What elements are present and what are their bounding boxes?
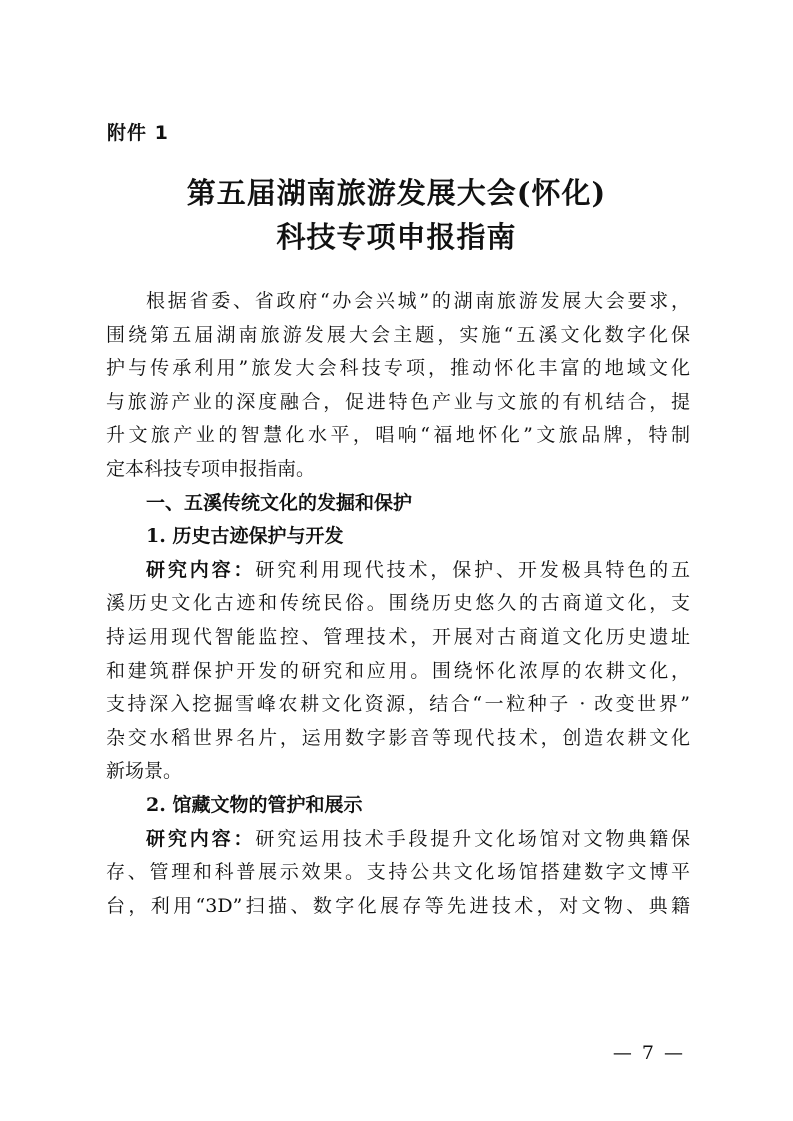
document-title-line-1: 第五届湖南旅游发展大会(怀化) <box>186 176 607 210</box>
paragraph-line: 支持深入挖掘雪峰农耕文化资源，结合“一粒种子 · 改变世界” <box>106 693 690 716</box>
paragraph-text: 研究运用技术手段提升文化场馆对文物典籍保 <box>255 827 690 850</box>
document-body <box>106 285 690 923</box>
paragraph-line <box>106 823 690 857</box>
research-content-label: 研究内容： <box>146 558 256 581</box>
paragraph-line: 新场景。 <box>106 760 183 783</box>
paragraph-line: 持运用现代智能监控、管理技术，开展对古商道文化历史遗址 <box>106 625 690 648</box>
paragraph-line: 台，利用“3D”扫描、数字化展存等先进技术，对文物、典籍 <box>106 894 690 917</box>
document-title-line-2: 科技专项申报指南 <box>276 220 517 254</box>
paragraph-line: 和建筑群保护开发的研究和应用。围绕怀化浓厚的农耕文化， <box>106 659 690 682</box>
intro-line: 定本科技专项申报指南。 <box>106 457 316 480</box>
paragraph-line: 杂交水稻世界名片，运用数字影音等现代技术，创造农耕文化 <box>106 726 690 749</box>
intro-line: 根据省委、省政府“办会兴城”的湖南旅游发展大会要求， <box>146 290 690 312</box>
research-content-label: 研究内容： <box>146 827 256 850</box>
paragraph-line: 存、管理和科普展示效果。支持公共文化场馆搭建数字文博平 <box>106 861 690 884</box>
page-number: — 7 — <box>612 1042 685 1064</box>
subsection-heading: 1. 历史古迹保护与开发 <box>146 525 344 548</box>
intro-line: 围绕第五届湖南旅游发展大会主题，实施“五溪文化数字化保 <box>106 323 690 346</box>
subsection-heading: 2. 馆藏文物的管护和展示 <box>146 793 363 816</box>
intro-line: 与旅游产业的深度融合，促进特色产业与文旅的有机结合，提 <box>106 390 690 413</box>
paragraph-line: 溪历史文化古迹和传统民俗。围绕历史悠久的古商道文化，支 <box>106 592 690 615</box>
section-heading: 一、五溪传统文化的发掘和保护 <box>146 491 413 514</box>
paragraph-line <box>106 554 690 588</box>
intro-line: 升文旅产业的智慧化水平，唱响“福地怀化”文旅品牌，特制 <box>106 424 690 447</box>
paragraph-text: 研究利用现代技术，保护、开发极具特色的五 <box>255 558 690 581</box>
annex-label: 附件 1 <box>107 122 169 144</box>
intro-line: 护与传承利用”旅发大会科技专项，推动怀化丰富的地域文化 <box>106 357 690 380</box>
